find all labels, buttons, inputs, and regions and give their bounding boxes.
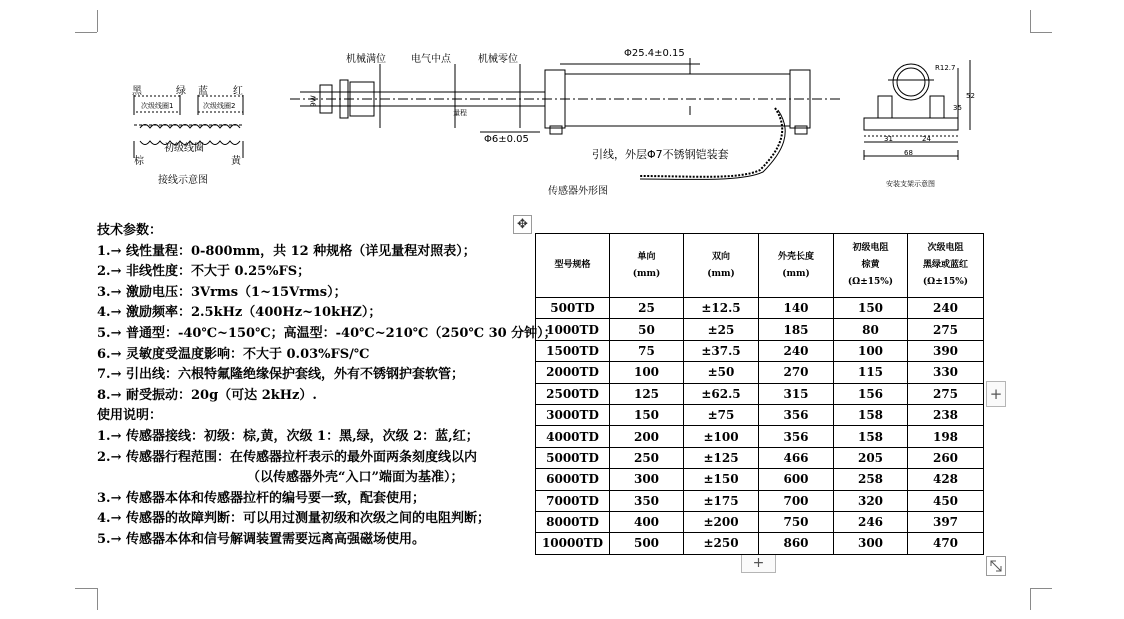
usage-line: 5.→ 传感器本体和信号解调装置需要远离高强磁场使用。 xyxy=(97,531,425,547)
table-move-handle[interactable] xyxy=(513,215,532,234)
usage-line: 4.→ 传感器的故障判断：可以用过测量初级和次级之间的电阻判断； xyxy=(97,511,490,527)
usage-heading: 使用说明： xyxy=(97,408,163,424)
table-cell[interactable]: 2500TD xyxy=(536,383,610,404)
table-body xyxy=(536,298,984,555)
crop-mark-br xyxy=(1030,588,1031,610)
spec-line: 4.→ 激励频率：2.5kHz（400Hz~10kHZ）； xyxy=(97,305,382,321)
spec-line: 7.→ 引出线：六根特氟隆绝缘保护套线，外有不锈钢护套软管； xyxy=(97,367,464,383)
table-cell[interactable]: 330 xyxy=(908,362,984,383)
table-cell[interactable]: 700 xyxy=(759,490,834,511)
table-cell[interactable]: 1000TD xyxy=(536,319,610,340)
spec-line: 8.→ 耐受振动：20g（可达 2kHz）. xyxy=(97,387,317,403)
table-cell[interactable]: 428 xyxy=(908,469,984,490)
table-cell[interactable]: 400 xyxy=(610,511,684,532)
table-cell[interactable]: 1500TD xyxy=(536,340,610,361)
table-cell[interactable]: ±50 xyxy=(684,362,759,383)
table-cell[interactable]: 500 xyxy=(610,533,684,554)
header-double-stroke: 双向 (mm) xyxy=(684,234,759,298)
table-cell[interactable]: 80 xyxy=(834,319,908,340)
table-cell[interactable]: 750 xyxy=(759,511,834,532)
usage-line: 2.→ 传感器行程范围：在传感器拉杆表示的最外面两条刻度线以内 xyxy=(97,449,477,465)
table-cell[interactable]: 258 xyxy=(834,469,908,490)
usage-line: 1.→ 传感器接线：初级：棕,黄，次级 1：黑,绿，次级 2：蓝,红； xyxy=(97,428,479,444)
table-cell[interactable]: 260 xyxy=(908,447,984,468)
spec-heading: 技术参数： xyxy=(97,223,163,238)
mark-electrical-center: 电气中点 xyxy=(411,54,451,65)
table-cell[interactable]: 6000TD xyxy=(536,469,610,490)
table-cell[interactable]: 470 xyxy=(908,533,984,554)
table-cell[interactable]: 500TD xyxy=(536,298,610,319)
spec-line: 6.→ 灵敏度受温度影响：不大于 0.03%FS/℃ xyxy=(97,346,370,362)
secondary-coil-2-label: 次级线圈2 xyxy=(203,102,236,110)
wire-label-brown: 棕 xyxy=(134,156,144,167)
table-cell[interactable]: 50 xyxy=(610,319,684,340)
table-cell[interactable]: ±25 xyxy=(684,319,759,340)
table-row xyxy=(536,319,984,340)
bracket-dim-24: 24 xyxy=(922,135,931,143)
add-row-button[interactable]: + xyxy=(741,555,776,573)
table-cell[interactable]: 270 xyxy=(759,362,834,383)
table-row xyxy=(536,490,984,511)
table-row xyxy=(536,533,984,554)
bracket-caption: 安装支架示意图 xyxy=(886,180,935,188)
table-cell[interactable]: 10000TD xyxy=(536,533,610,554)
table-cell[interactable]: 150 xyxy=(834,298,908,319)
table-cell[interactable]: 240 xyxy=(759,340,834,361)
bracket-dim-31: 31 xyxy=(884,135,893,143)
bracket-dim-52: 52 xyxy=(966,92,975,100)
mark-full-position: 机械满位 xyxy=(346,54,386,65)
table-cell[interactable]: 100 xyxy=(834,340,908,361)
table-cell[interactable]: 860 xyxy=(759,533,834,554)
bracket-dim-35: 35 xyxy=(953,104,962,112)
table-row xyxy=(536,362,984,383)
table-cell[interactable]: 8000TD xyxy=(536,511,610,532)
table-row xyxy=(536,298,984,319)
table-cell[interactable]: 7000TD xyxy=(536,490,610,511)
table-cell[interactable]: 246 xyxy=(834,511,908,532)
wiring-caption: 接线示意图 xyxy=(158,175,208,186)
table-cell[interactable]: ±12.5 xyxy=(684,298,759,319)
mark-zero-position: 机械零位 xyxy=(478,54,518,65)
table-cell[interactable]: 150 xyxy=(610,404,684,425)
side-dimension: 9W xyxy=(309,95,318,107)
table-cell[interactable]: 140 xyxy=(759,298,834,319)
table-cell[interactable]: 125 xyxy=(610,383,684,404)
dia-top-dimension: Φ25.4±0.15 xyxy=(624,48,685,59)
table-cell[interactable]: ±200 xyxy=(684,511,759,532)
table-row xyxy=(536,340,984,361)
table-cell[interactable]: 350 xyxy=(610,490,684,511)
dia-bottom-dimension: Φ6±0.05 xyxy=(484,134,529,145)
table-cell[interactable]: ±62.5 xyxy=(684,383,759,404)
spec-line: 5.→ 普通型：-40℃~150℃；高温型：-40℃~210℃（250℃ 30 分钟）； xyxy=(97,325,557,341)
table-cell[interactable]: 75 xyxy=(610,340,684,361)
table-cell[interactable]: 300 xyxy=(610,469,684,490)
move-icon: ✥ xyxy=(517,217,528,232)
table-row xyxy=(536,511,984,532)
primary-coil-label: 初级线圈 xyxy=(164,143,204,154)
crop-mark-bl xyxy=(97,588,98,610)
header-secondary-resistance: 次级电阻 黑绿或蓝红 (Ω±15%) xyxy=(908,234,984,298)
table-cell[interactable]: 397 xyxy=(908,511,984,532)
table-cell[interactable]: ±75 xyxy=(684,404,759,425)
model-spec-table xyxy=(535,233,984,555)
spec-line: 3.→ 激励电压：3Vrms（1~15Vrms）； xyxy=(97,284,347,300)
sensor-caption: 传感器外形图 xyxy=(548,186,608,197)
spec-line: 2.→ 非线性度：不大于 0.25%FS； xyxy=(97,264,311,280)
wire-label-black: 黑 xyxy=(132,86,142,97)
table-row xyxy=(536,447,984,468)
range-label: 量程 xyxy=(453,109,467,117)
table-cell[interactable]: 238 xyxy=(908,404,984,425)
table-cell[interactable]: 466 xyxy=(759,447,834,468)
table-cell[interactable]: 158 xyxy=(834,404,908,425)
table-cell[interactable]: ±125 xyxy=(684,447,759,468)
header-primary-resistance: 初级电阻 棕黄 (Ω±15%) xyxy=(834,234,908,298)
table-cell[interactable]: 2000TD xyxy=(536,362,610,383)
table-cell[interactable]: 275 xyxy=(908,383,984,404)
table-cell[interactable]: ±100 xyxy=(684,426,759,447)
table-resize-handle[interactable] xyxy=(986,556,1006,576)
header-housing-length: 外壳长度 (mm) xyxy=(759,234,834,298)
table-cell[interactable]: 356 xyxy=(759,426,834,447)
table-row xyxy=(536,383,984,404)
lead-note: 引线，外层Φ7不锈钢铠装套 xyxy=(592,148,729,161)
table-row xyxy=(536,426,984,447)
header-single-stroke: 单向 (mm) xyxy=(610,234,684,298)
table-cell[interactable]: 240 xyxy=(908,298,984,319)
spec-text-block xyxy=(97,221,557,551)
table-cell[interactable]: 320 xyxy=(834,490,908,511)
table-cell[interactable]: ±175 xyxy=(684,490,759,511)
usage-line: 3.→ 传感器本体和传感器拉杆的编号要一致，配套使用； xyxy=(97,490,425,506)
bracket-radius: R12.7 xyxy=(935,64,956,72)
table-cell[interactable]: 300 xyxy=(834,533,908,554)
table-header-row xyxy=(536,234,984,298)
table-cell[interactable]: 200 xyxy=(610,426,684,447)
usage-line-continuation: （以传感器外壳“入口”端面为基准）； xyxy=(247,470,464,486)
table-cell[interactable]: 275 xyxy=(908,319,984,340)
table-cell[interactable]: 198 xyxy=(908,426,984,447)
table-cell[interactable]: 156 xyxy=(834,383,908,404)
crop-mark-bl-h xyxy=(75,588,97,589)
table-cell[interactable]: 115 xyxy=(834,362,908,383)
table-cell[interactable]: 4000TD xyxy=(536,426,610,447)
table-cell[interactable]: 205 xyxy=(834,447,908,468)
table-cell[interactable]: 390 xyxy=(908,340,984,361)
table-cell[interactable]: 100 xyxy=(610,362,684,383)
header-model: 型号规格 xyxy=(536,234,610,298)
add-column-button[interactable]: + xyxy=(986,381,1006,407)
table-cell[interactable]: 600 xyxy=(759,469,834,490)
table-row xyxy=(536,469,984,490)
table-cell[interactable]: 25 xyxy=(610,298,684,319)
table-cell[interactable]: 450 xyxy=(908,490,984,511)
table-cell[interactable]: 315 xyxy=(759,383,834,404)
table-row xyxy=(536,404,984,425)
wire-label-red: 红 xyxy=(233,86,243,97)
table-cell[interactable]: ±150 xyxy=(684,469,759,490)
table-cell[interactable]: ±250 xyxy=(684,533,759,554)
crop-mark-br-h xyxy=(1030,588,1052,589)
secondary-coil-1-label: 次级线圈1 xyxy=(141,102,174,110)
wire-label-yellow: 黄 xyxy=(231,156,241,167)
wire-label-green: 绿 xyxy=(176,86,186,97)
spec-line: 1.→ 线性量程：0-800mm，共 12 种规格（详见量程对照表）； xyxy=(97,243,476,259)
table-cell[interactable]: 185 xyxy=(759,319,834,340)
resize-icon xyxy=(987,557,1005,575)
table-cell[interactable]: 158 xyxy=(834,426,908,447)
table-cell[interactable]: 356 xyxy=(759,404,834,425)
wire-label-blue: 蓝 xyxy=(198,86,208,97)
table-cell[interactable]: 250 xyxy=(610,447,684,468)
table-cell[interactable]: 5000TD xyxy=(536,447,610,468)
table-cell[interactable]: 3000TD xyxy=(536,404,610,425)
bracket-dim-68: 68 xyxy=(904,149,913,157)
table-cell[interactable]: ±37.5 xyxy=(684,340,759,361)
